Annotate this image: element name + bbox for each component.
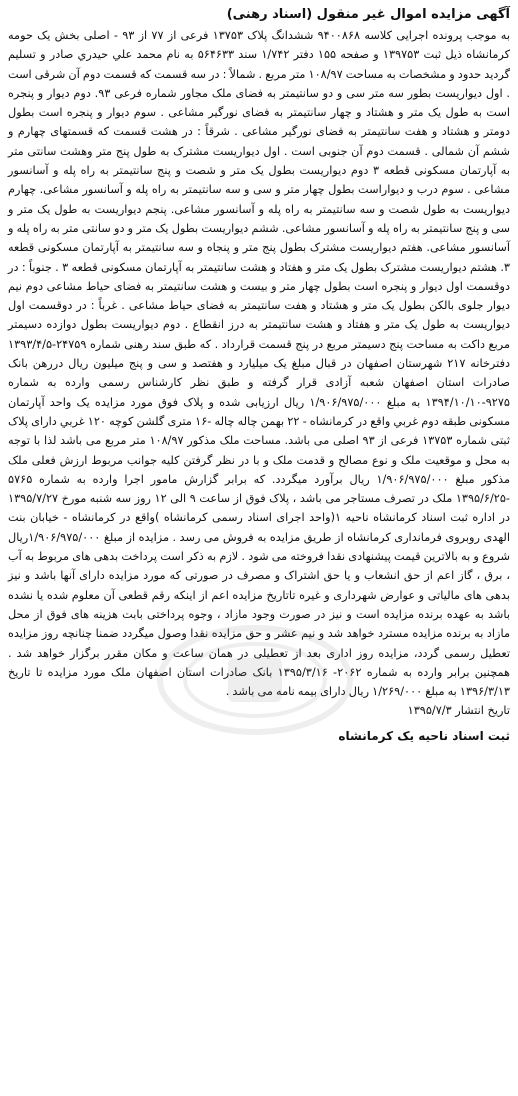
auction-notice — [6, 6, 512, 1090]
notice-title: آگهی مزایده اموال غیر منقول (اسناد رهنی) — [226, 7, 510, 22]
issuer-signature: ثبت اسناد ناحیه یک کرمانشاه — [338, 729, 510, 744]
publish-date: تاریخ انتشار ۱۳۹۵/۷/۳ — [407, 704, 510, 718]
notice-body: به موجب پرونده اجرایی کلاسه ۹۴۰۰۸۶۸ ششدانگ پلاک ۱۳۷۵۳ فرعی از ۷۷ از ۹۳ - اصلی بخش یک حومه کرمانشاه ذیل ثبت ۱۳۹۷۵۳ و صفحه ۱۵۵ دفتر ۱/۷۴۲ سند ۵۶۴۶۳۳ به نام محمد علي حيدري صادر و تسلیم گردید حدود و مشخصات به مساحت ۱۰۸/۹۷ متر مربع . شمالاً : در سه قسمت که قسمت دوم آن شرقی است . اول دیواریست بطور سه متر سی و دو سانتیمتر به فضای ملک مجاور شماره فرعی ۹۳. دوم دیوار و پنجره است به طول یک متر و هشتاد و چهار سانتیمتر به فضای نورگیر مشاعی . سوم دیوار و پنجره است بطول دومتر و هشتاد و هفت سانتیمتر به فضای نورگیر مشاعی . شرقاً : در هشت قسمت که قسمتهای چهارم و ششم آن شمالی . قسمت دوم آن جنوبی است . اول دیواریست مشترک به طول پنج متر وهشت سانتی متر به آپارتمان مسکونی قطعه ۳ دوم دیواریست بطول یک متر و شصت و پنج سانتیمتر به راه پله و آسانسور مشاعی . سوم درب و دیواراست بطول چهار متر و سی و سه سانتیمتر به راه پله و آسانسور مشاعی. چهارم دیواریست به طول شصت و سه سانتیمتر به راه پله و آسانسور مشاعی. پنجم دیواریست به طول یک متر و سی و پنج سانتیمتر به راه پله و آسانسور مشاعی. ششم دیواریست بطول یک متر و دو سانتی متر به راه پله و آسانسور مشاعی. هفتم دیواریست مشترک بطول پنج متر و پنجاه و سه سانتیمتر به آپارتمان مسکونی قطعه ۳. هشتم دیواریست مشترک بطول یک متر و هفتاد و هشت سانتیمتر به آپارتمان مسکونی قطعه ۳ . جنوباً : در دوقسمت اول دیوار و پنجره است بطول چهار متر و بیست و هشت سانتیمتر به فضای حیاط مشاعی دوم نیم دیوار جلوی بالکن بطول یک متر و هشتاد و هفت سانتیمتر به فضای حیاط مشاعی . غرباً : در دوقسمت اول دیواریست به طول یک متر و هفتاد و هشت سانتیمتر به درز انقطاع . دوم دیواریست بطول دوازده دسیمتر مربع داکت به مساحت پنج دسیمتر مربع در پنج قسمت قرارداد . که طبق سند رهنی شماره ۲۴۷۵۹-۱۳۹۳/۴/۵ دفترخانه ۲۱۷ شهرستان اصفهان در قبال مبلغ یک میلیارد و هفتصد و سی و پنج میلیون ریال دررهن بانک صادرات استان اصفهان شعبه آزادی قرار گرفته و طبق نظر کارشناس رسمی وارده به شماره ۹۲۷۵-۱۳۹۴/۱۰/۱۰ به مبلغ ۱/۹۰۶/۹۷۵/۰۰۰ ریال ارزیابی شده و پلاک فوق مورد مزایده یک واحد آپارتمان مسکونی طبقه دوم غربي واقع در کرمانشاه - ۲۲ بهمن چاله چاله -۱۶ متری گلشن کوچه ۱۲۰ غربي دارای پلاک ثبتی شماره ۱۳۷۵۳ فرعی از ۹۳ اصلی می باشد. مساحت ملک مذکور ۱۰۸/۹۷ متر مربع می باشد لذا با توجه به محل و موقعیت ملک و نوع مصالح و قدمت ملک و با در نظر گرفتن کلیه جوانب مربوط ارزش فعلی ملک مذکور مبلغ ۱/۹۰۶/۹۷۵/۰۰۰ ریال برآورد میگردد. که برابر گزارش مامور اجرا وارده به شماره ۵۷۶۵ -۱۳۹۵/۶/۲۵ ملک در تصرف مستاجر می باشد ، پلاک فوق از ساعت ۹ الی ۱۲ روز سه شنبه مورخ ۱۳۹۵/۷/۲۷ در اداره ثبت اسناد کرمانشاه ناحیه ۱(واحد اجرای اسناد رسمی کرمانشاه )واقع در کرمانشاه - خیابان بنت الهدی روبروی فرمانداری کرمانشاه از طریق مزایده به فروش می رسد . مزایده از مبلغ ۱/۹۰۶/۹۷۵/۰۰۰ریال شروع و به بالاترین قیمت پیشنهادی نقدا فروخته می شود . لازم به ذکر است پرداخت بدهی های مربوط به آب ، برق ، گاز اعم از حق انشعاب و یا حق اشتراک و مصرف در صورتی که مورد مزایده دارای آنها باشد و نیز بدهی های مالیاتی و عوارض شهرداری و غیره تاتاریخ مزایده اعم از اینکه رقم قطعی آن معلوم شده یا نشده باشد به عهده برنده مزایده است و نیز در صورت وجود مازاد ، وجوه پرداختی بابت هزینه های فوق از محل مازاد به برنده مزایده مسترد خواهد شد و نیم عشر و حق مزایده نقدا وصول میگردد ضمنا چنانچه روز مزایده تعطیل رسمی گردد، مزایده روز اداری بعد از تعطیلی در همان ساعت و مکان مقرر برگزار خواهد شد . همچنین برابر وارده به شماره ۲۰۶۲- ۱۳۹۵/۳/۱۶ بانک صادرات استان اصفهان ملک مورد مزایده تا تاریخ ۱۳۹۶/۳/۱۳ به مبلغ ۱/۲۶۹/۰۰۰ ریال دارای بیمه نامه می باشد . — [8, 29, 511, 699]
